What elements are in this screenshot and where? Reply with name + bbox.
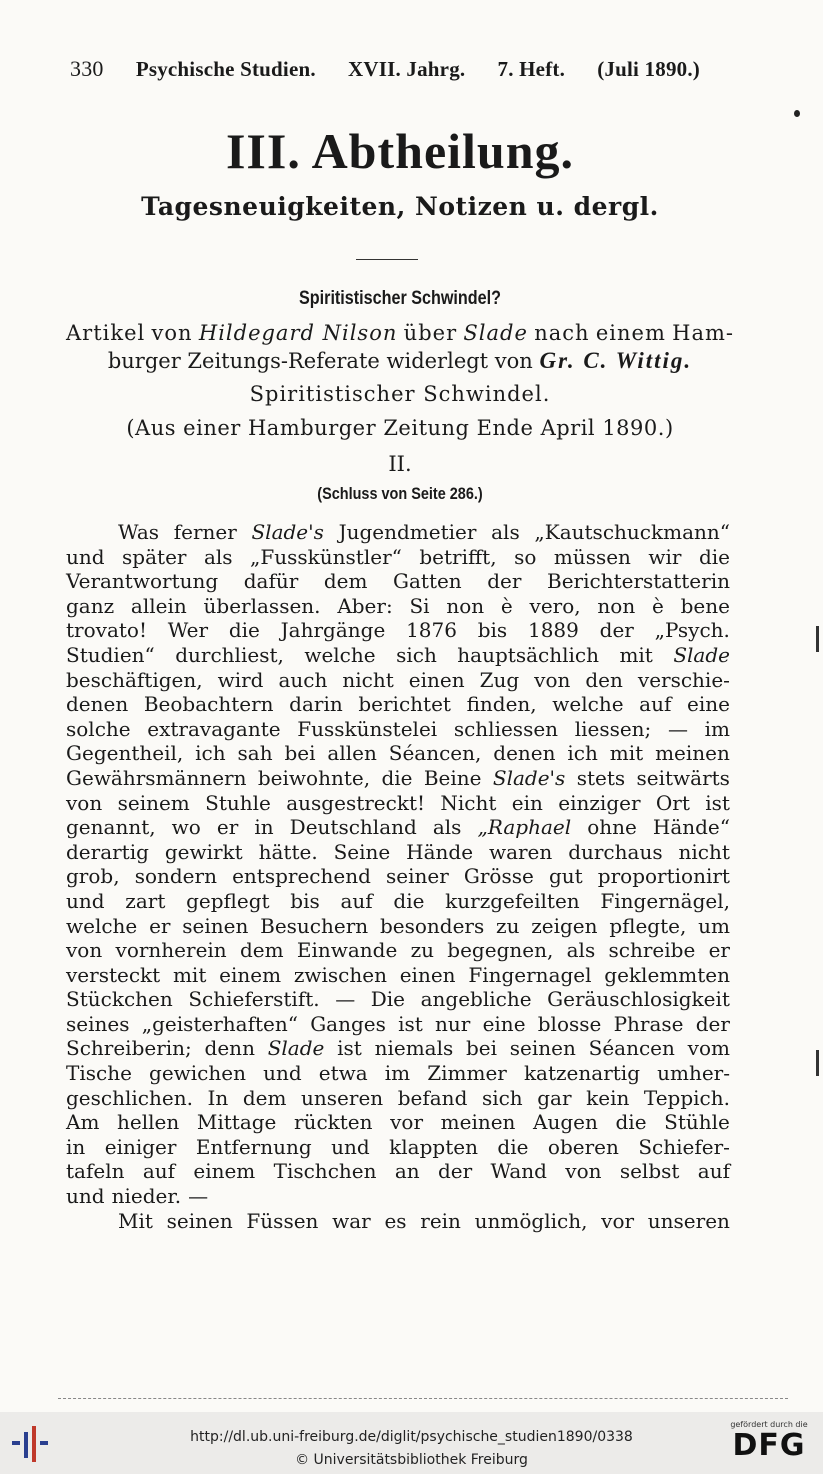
- byline-refuter: Gr. C. Wittig.: [539, 348, 693, 373]
- sponsor-caption: gefördert durch die: [730, 1420, 808, 1429]
- body-line: von seinem Stuhle ausgestreckt! Nicht ein einziger Ort ist: [66, 790, 730, 815]
- ink-speck: [794, 110, 800, 117]
- byline-line-2: [66, 347, 734, 375]
- byline-text: burger Zeitungs-Referate widerlegt von: [107, 349, 533, 373]
- margin-mark: [816, 626, 819, 652]
- body-line: Tische gewichen und etwa im Zimmer katzenartig umher-: [66, 1061, 730, 1086]
- page-bottom-marks: [58, 1398, 788, 1399]
- document-url[interactable]: http://dl.ub.uni-freiburg.de/diglit/psychische_studien1890/0338: [190, 1429, 633, 1445]
- body-line: Verantwortung dafür dem Gatten der Berichterstatterin: [66, 569, 730, 594]
- article-part: II.: [388, 452, 412, 476]
- issue-label: 7. Heft.: [497, 57, 566, 81]
- body-line: derartig gewirkt hätte. Seine Hände waren durchaus nicht: [66, 839, 730, 864]
- byline-word: Artikel: [66, 321, 146, 345]
- article-source: (Aus einer Hamburger Zeitung Ende April 1890.): [126, 416, 674, 440]
- body-line: Am hellen Mittage rückten vor meinen Augen die Stühle: [66, 1110, 730, 1135]
- byline-line-1: [66, 320, 734, 347]
- body-line: geschlichen. In dem unseren befand sich gar kein Teppich.: [66, 1085, 730, 1110]
- byline-subject: Slade: [463, 321, 528, 345]
- byline-word: einem: [595, 321, 666, 345]
- body-line: versteckt mit einem zwischen einen Fingernagel geklemmten: [66, 962, 730, 987]
- body-line: Studien“ durchliest, welche sich hauptsächlich mit Slade: [66, 642, 730, 667]
- divider-rule: [356, 259, 418, 260]
- byline-word: Ham-: [672, 321, 734, 345]
- body-line: in einiger Entfernung und klappten die oberen Schiefer-: [66, 1134, 730, 1159]
- body-line: genannt, wo er in Deutschland als „Raphael ohne Hände“: [66, 815, 730, 840]
- byline-word: nach: [534, 321, 590, 345]
- body-line: seines „geisterhaften“ Ganges ist nur eine blosse Phrase der: [66, 1011, 730, 1036]
- journal-name: Psychische Studien.: [135, 57, 316, 81]
- body-line: und später als „Fusskünstler“ betrifft, so müssen wir die: [66, 544, 730, 569]
- body-line: denen Beobachtern darin berichtet finden, welche auf eine: [66, 692, 730, 717]
- byline-author: Hildegard Nilson: [198, 321, 398, 345]
- body-line: Gewährsmännern beiwohnte, die Beine Slade's stets seitwärts: [66, 765, 730, 790]
- section-subtitle: Tagesneuigkeiten, Notizen u. dergl.: [141, 192, 659, 221]
- section-title: III. Abtheilung.: [225, 123, 575, 179]
- body-line: welche er seinen Besuchern besonders zu zeigen pflegte, um: [66, 913, 730, 938]
- body-line: Gegentheil, ich sah bei allen Séancen, denen ich mit meinen: [66, 741, 730, 766]
- issue-date: (Juli 1890.): [597, 57, 700, 81]
- copyright-notice: © Universitätsbibliothek Freiburg: [295, 1452, 528, 1468]
- article-heading: Spiritistischer Schwindel?: [299, 288, 501, 309]
- byline-word: über: [403, 321, 458, 345]
- body-line: Was ferner Slade's Jugendmetier als „Kautschuckmann“: [118, 520, 730, 544]
- margin-mark: [816, 1050, 819, 1076]
- body-line: Schreiberin; denn Slade ist niemals bei seinen Séancen vom: [66, 1036, 730, 1061]
- body-line: ganz allein überlassen. Aber: Si non è vero, non è bene: [66, 593, 730, 618]
- body-line: und zart gepflegt bis auf die kurzgefeilten Fingernägel,: [66, 888, 730, 913]
- body-line: von vornherein dem Einwande zu begegnen, als schreibe er: [66, 938, 730, 963]
- page-number: 330: [70, 56, 104, 81]
- body-line: und nieder. —: [66, 1184, 209, 1209]
- article-title: Spiritistischer Schwindel.: [249, 382, 551, 406]
- article-continuation: (Schluss von Seite 286.): [317, 484, 483, 503]
- body-line: Mit seinen Füssen war es rein unmöglich, vor unseren: [118, 1208, 730, 1233]
- body-line: grob, sondern entsprechend seiner Grösse gut proportionirt: [66, 864, 730, 889]
- body-line: tafeln auf einem Tischchen an der Wand von selbst auf: [66, 1159, 730, 1184]
- dfg-logo: [725, 1420, 813, 1468]
- viewer-footer: [0, 1412, 823, 1474]
- article-body: [66, 520, 730, 1233]
- byline-word: von: [151, 321, 193, 345]
- body-line: Stückchen Schieferstift. — Die angebliche Geräuschlosigkeit: [66, 987, 730, 1012]
- running-head: [70, 56, 700, 82]
- article-byline: [66, 320, 734, 375]
- volume-label: XVII. Jahrg.: [348, 57, 466, 81]
- sponsor-logo-text: DFG: [732, 1428, 806, 1463]
- body-line: trovato! Wer die Jahrgänge 1876 bis 1889 der „Psych.: [66, 618, 730, 643]
- body-line: beschäftigen, wird auch nicht einen Zug von den verschie-: [66, 667, 730, 692]
- body-line: solche extravagante Fusskünstelei schliessen liessen; — im: [66, 716, 730, 741]
